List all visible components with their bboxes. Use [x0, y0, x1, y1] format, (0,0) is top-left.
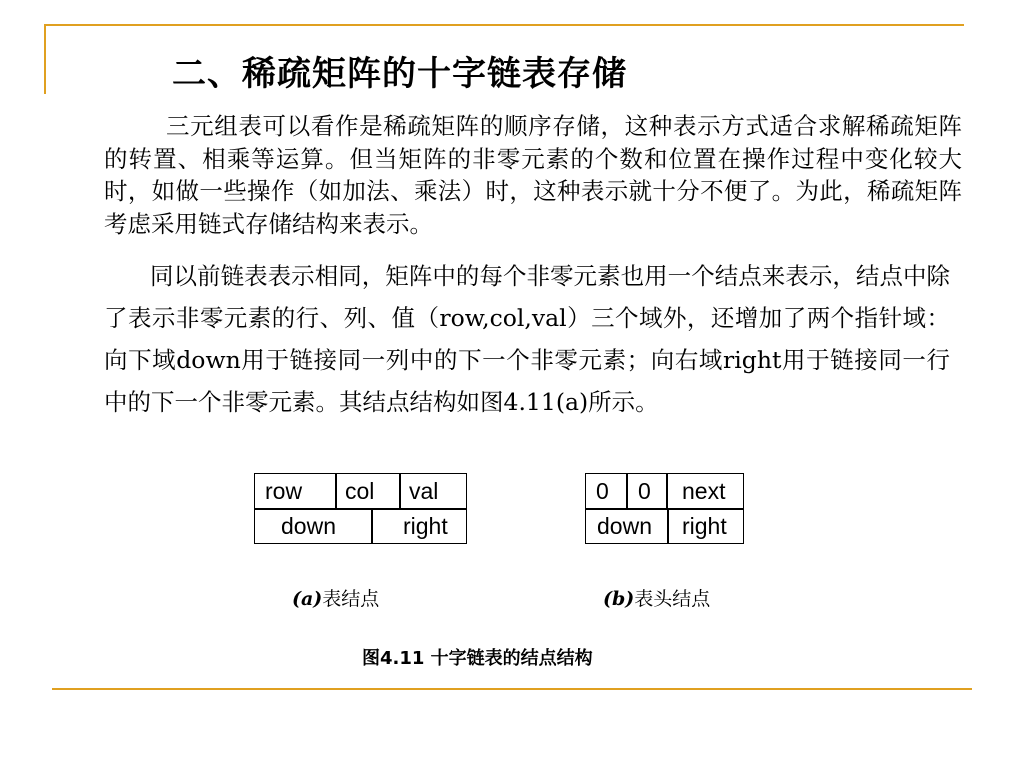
- caption-a-label: (a): [292, 588, 323, 610]
- field-right: right: [682, 513, 727, 539]
- caption-a: [292, 584, 379, 611]
- field-next: next: [682, 478, 726, 504]
- slide-title: 二、稀疏矩阵的十字链表存储: [172, 54, 627, 94]
- node-diagram-a: [254, 473, 467, 544]
- field-val: val: [409, 478, 439, 504]
- node-diagram-b: [585, 473, 744, 544]
- top-rule: [44, 24, 964, 26]
- caption-b: [603, 584, 710, 611]
- caption-b-text: 表头结点: [634, 588, 711, 610]
- left-rule: [44, 24, 46, 94]
- caption-a-text: 表结点: [322, 588, 380, 610]
- field-down: down: [281, 513, 336, 539]
- figure-caption: 图4.11 十字链表的结点结构: [362, 648, 593, 669]
- field-zero-2: 0: [638, 478, 651, 504]
- field-row: row: [265, 478, 303, 504]
- field-zero-1: 0: [596, 478, 609, 504]
- field-col: col: [345, 478, 375, 504]
- field-right: right: [403, 513, 448, 539]
- field-down: down: [597, 513, 652, 539]
- bottom-rule: [52, 688, 972, 690]
- caption-b-label: (b): [603, 588, 635, 610]
- paragraph-2: 同以前链表表示相同，矩阵中的每个非零元素也用一个结点来表示，结点中除了表示非零元素的行、列、值（row,col,val）三个域外，还增加了两个指针域：向下域down用于链接同一列中的下一个非零元素；向右域right用于链接同一行中的下一个非零元素。其结点结构如图4.11(a)所示。: [104, 262, 950, 416]
- paragraph-1: 三元组表可以看作是稀疏矩阵的顺序存储，这种表示方式适合求解稀疏矩阵的转置、相乘等运算。但当矩阵的非零元素的个数和位置在操作过程中变化较大时，如做一些操作（如加法、乘法）时，这种表示就十分不便了。为此，稀疏矩阵考虑采用链式存储结构来表示。: [104, 112, 962, 238]
